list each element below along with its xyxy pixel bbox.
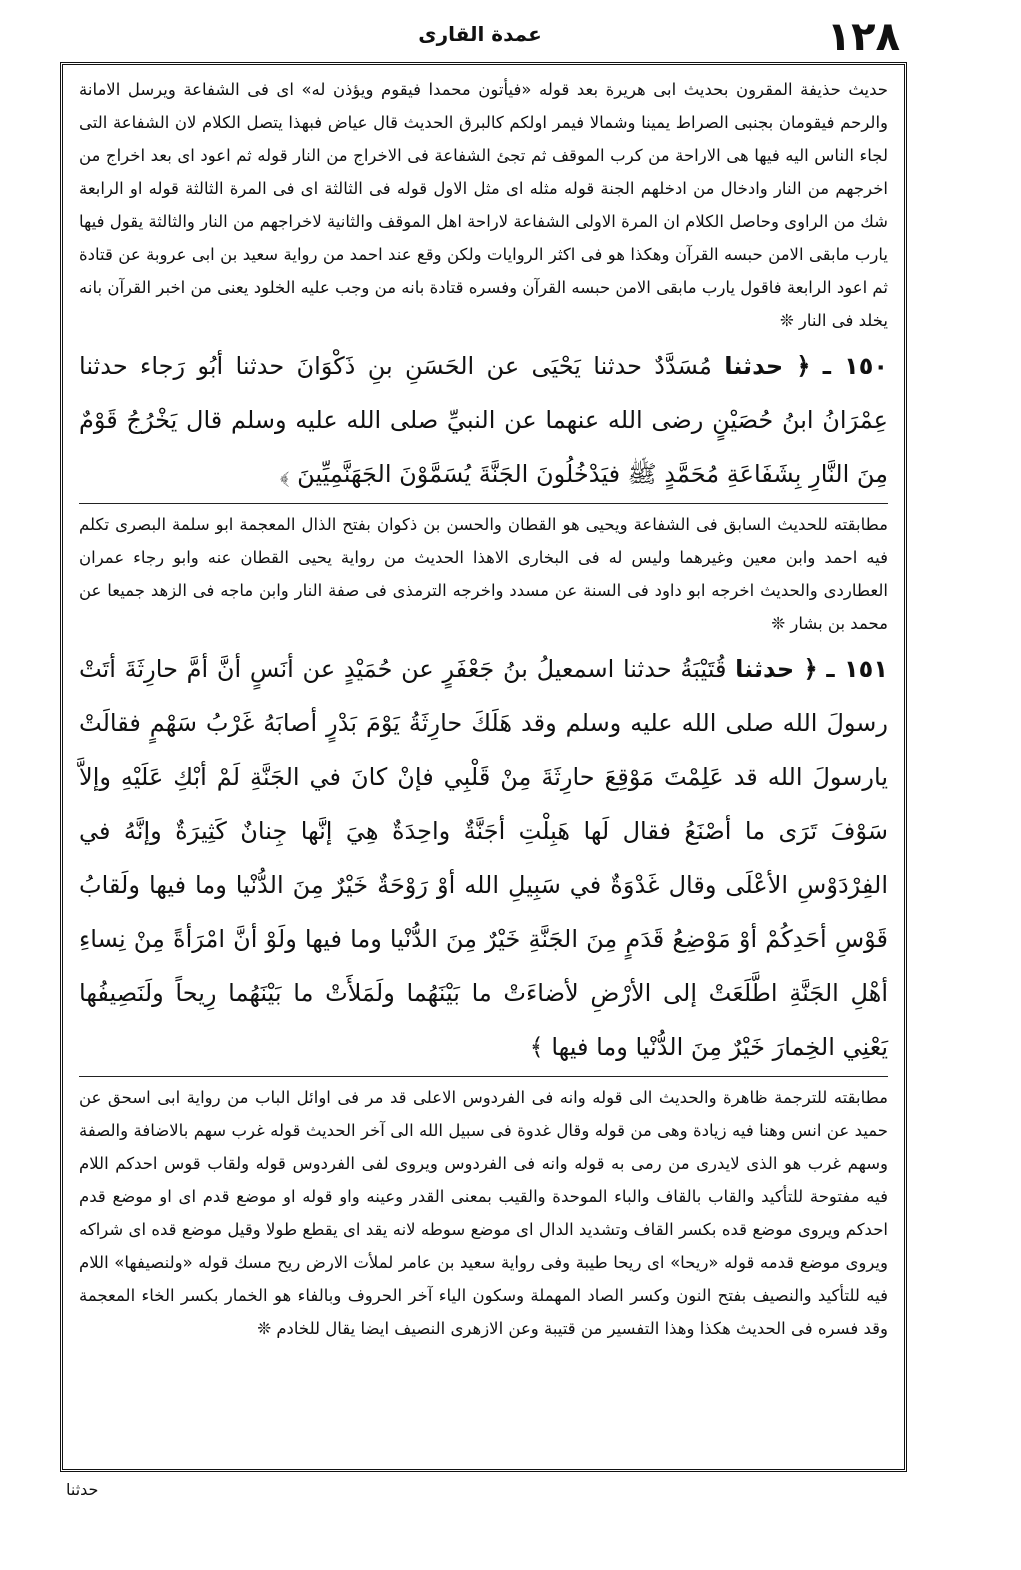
divider — [79, 1076, 888, 1077]
hadith-151 — [79, 642, 888, 1074]
page-frame — [60, 62, 907, 1472]
hadith-150 — [79, 339, 888, 501]
hadith-number: ١٥٠ ـ — [822, 352, 889, 380]
commentary-paragraph-2: مطابقته للحديث السابق فى الشفاعة ويحيى هو القطان والحسن بن ذكوان بفتح الذال المعجمة ابو سلمة البصرى تكلم فيه احمد وابن معين وغيرهما وليس له فى البخارى الاهذا الحديث من رواية يحيى القطان عنه وابو رجاء عمران العطاردى والحديث اخرجه ابو داود فى السنة عن مسدد واخرجه الترمذى فى صفة النار وابن ماجه فى الزهد جميعا عن محمد بن بشار ❊ — [79, 515, 888, 633]
page-header — [60, 14, 900, 60]
hadith-opening: ﴿ حدثنا — [735, 655, 818, 683]
divider — [79, 503, 888, 504]
hadith-text: قُتَيْبَةُ حدثنا اسمعيلُ بنُ جَعْفَرٍ عن حُمَيْدٍ عن أنَسٍ أنَّ أمَّ حارِثَةَ أتَتْ رسولَ الله صلى الله عليه وسلم وقد هَلَكَ حارِثَةُ يَوْمَ بَدْرٍ أصابَهُ غَرْبُ سَهْمٍ فقالَتْ يارسولَ الله قد عَلِمْتَ مَوْقِعَ حارِثَةَ مِنْ قَلْبِي فإنْ كانَ في الجَنَّةِ لَمْ أبْكِ عَلَيْهِ وإلاَّ سَوْفَ تَرَى ما أصْنَعُ فقال لَها هَبِلْتِ أجَنَّةٌ واحِدَةٌ هِيَ إنَّها جِنانٌ كَثِيرَةٌ وإنَّهُ في الفِرْدَوْسِ الأعْلَى وقال غَدْوَةٌ في سَبِيلِ الله أوْ رَوْحَةٌ خَيْرٌ مِنَ الدُّنْيا وما فيها ولَقابُ قَوْسِ أحَدِكُمْ أوْ مَوْضِعُ قَدَمٍ مِنَ الجَنَّةِ خَيْرٌ مِنَ الدُّنْيا وما فيها ولَوْ أنَّ امْرَأةً مِنْ نِساءِ أهْلِ الجَنَّةِ اطَّلَعَتْ إلى الأرْضِ لأضاءَتْ ما بَيْنَهُما ولَمَلأَتْ ما بَيْنَهُما رِيحاً ولَنَصِيفُها يَعْنِي الخِمارَ خَيْرٌ مِنَ الدُّنْيا وما فيها ﴾ — [79, 655, 888, 1061]
catchword: حدثنا — [66, 1480, 99, 1499]
hadith-opening: ﴿ حدثنا — [724, 352, 811, 380]
commentary-paragraph-1: حديث حذيفة المقرون بحديث ابى هريرة بعد قوله «فيأتون محمدا فيقوم ويؤذن له» اى فى الشفاعة ويرسل الامانة والرحم فيقومان بجنبى الصراط يمينا وشمالا فيمر اولكم كالبرق الحديث قال عياض فبهذا يتصل الكلام لان الشفاعة التى لجاء الناس اليه فيها هى الاراحة من كرب الموقف ثم تجئ الشفاعة فى الاخراج من النار قوله ثم اعود اى بعد اخراج من اخرجهم من النار وادخال من ادخلهم الجنة قوله مثله اى مثل الاول قوله فى الثالثة اى فى المرة الثالثة قوله او الرابعة شك من الراوى وحاصل الكلام ان المرة الاولى الشفاعة لاراحة اهل الموقف والثانية لاخراجهم من النار والثالثة يقول فيها يارب مابقى الامن حبسه القرآن وهكذا هو فى اكثر الروايات ولكن وقع عند احمد من رواية سعيد بن ابى عروبة عن قتادة ثم اعود الرابعة فاقول يارب مابقى الامن حبسه القرآن وفسره قتادة بانه من وجب عليه الخلود يعنى من اخبر القرآن بانه يخلد فى النار ❊ — [79, 80, 888, 330]
commentary-paragraph-3: مطابقته للترجمة ظاهرة والحديث الى قوله وانه فى الفردوس الاعلى قد مر فى اوائل الباب من رواية ابى اسحق عن حميد عن انس وهنا فيه زيادة وهى من قوله وقال غدوة فى سبيل الله الى آخر الحديث قوله غرب سهم بالاضافة والصفة وسهم غرب هو الذى لايدرى من رمى به قوله وانه فى الفردوس ويروى لفى الفردوس قوله ولقاب قوس احدكم اللام فيه مفتوحة للتأكيد والقاب بالقاف والباء الموحدة والقيب بمعنى القدر وعينه واو قوله او موضع قدم اى او موضع قدم احدكم ويروى موضع قده بكسر القاف وتشديد الدال اى موضع سوطه لانه يقد اى يقطع طولا وقيل موضع قده اى شراكه ويروى موضع قدمه قوله «ريحا» اى ريحا طيبة وفى رواية سعيد بن عامر لملأت الارض ريح مسك قوله «ولنصيفها» اللام فيه للتأكيد والنصيف بفتح النون وكسر الصاد المهملة وسكون الياء آخر الحروف وبالفاء هو الخمار بكسر الخاء المعجمة وقد فسره فى الحديث هكذا وهذا التفسير من قتيبة وعن الازهرى النصيف ايضا يقال للخادم ❊ — [79, 1088, 888, 1338]
page-number: ١٢٨ — [826, 14, 900, 60]
running-title: عمدة القارى — [418, 22, 542, 46]
hadith-number: ١٥١ ـ — [826, 655, 888, 683]
hadith-text: مُسَدَّدٌ حدثنا يَحْيَى عن الحَسَنِ بنِ ذَكْوَانَ حدثنا أبُو رَجاء حدثنا عِمْرَانُ ابنُ حُصَيْنٍ رضى الله عنهما عن النبيِّ صلى الله عليه وسلم قال يَخْرُجُ قَوْمٌ مِنَ النَّارِ بِشَفَاعَةِ مُحَمَّدٍ ﷺ فيَدْخُلُونَ الجَنَّةَ يُسَمَّوْنَ الجَهَنَّمِيِّينَ ﴾ — [79, 352, 888, 488]
